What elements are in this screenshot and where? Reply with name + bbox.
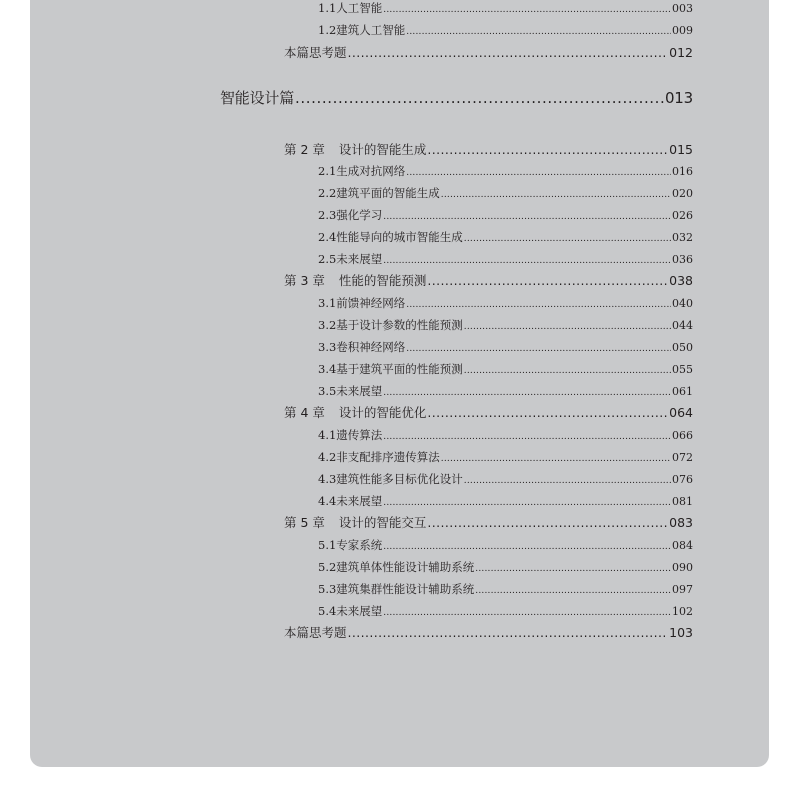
section-title: 性能导向的城市智能生成 [336, 230, 463, 244]
page-number: 084 [672, 539, 693, 552]
section-number: 3.5 [318, 384, 337, 398]
toc-chapter-entry[interactable] [284, 403, 693, 421]
section-number: 5.4 [318, 604, 337, 618]
section-number: 5.3 [318, 582, 337, 596]
chapter-number: 第 4 章 [284, 405, 325, 420]
dot-leader [383, 388, 671, 398]
toc-section-entry[interactable] [318, 471, 693, 487]
section-title: 专家系统 [336, 538, 383, 552]
section-title: 卷积神经网络 [336, 340, 406, 354]
toc-section-entry[interactable] [318, 383, 693, 399]
dot-leader [348, 45, 669, 60]
dot-leader [475, 564, 671, 574]
chapter-title: 设计的智能生成 [338, 142, 427, 157]
section-title: 建筑平面的智能生成 [336, 186, 440, 200]
toc-section-entry[interactable] [318, 163, 693, 179]
page-number: 081 [672, 495, 693, 508]
toc-section-entry[interactable] [318, 449, 693, 465]
dot-leader [406, 300, 671, 310]
section-title: 基于建筑平面的性能预测 [336, 362, 463, 376]
page-number: 012 [669, 45, 693, 60]
section-title: 建筑性能多目标优化设计 [336, 472, 463, 486]
toc-section-entry[interactable] [318, 229, 693, 245]
toc-section-entry[interactable] [318, 427, 693, 443]
toc-section-entry[interactable] [318, 207, 693, 223]
dot-leader [427, 405, 668, 420]
review-title: 本篇思考题 [284, 625, 347, 640]
dot-leader [427, 142, 668, 157]
page-number: 083 [669, 515, 693, 530]
dot-leader [383, 212, 671, 222]
toc-section-entry[interactable] [318, 0, 693, 16]
section-title: 建筑单体性能设计辅助系统 [336, 560, 475, 574]
dot-leader [383, 608, 671, 618]
toc-review-entry[interactable] [284, 43, 693, 61]
page-number: 055 [672, 363, 693, 376]
section-number: 2.5 [318, 252, 337, 266]
page-number: 036 [672, 253, 693, 266]
dot-leader [295, 89, 664, 107]
section-title: 未来展望 [336, 494, 383, 508]
chapter-number: 第 2 章 [284, 142, 325, 157]
dot-leader [383, 256, 671, 266]
toc-section-entry[interactable] [318, 537, 693, 553]
page-number: 044 [672, 319, 693, 332]
dot-leader [383, 432, 671, 442]
dot-leader [427, 273, 668, 288]
chapter-number: 第 5 章 [284, 515, 325, 530]
toc-section-entry[interactable] [318, 361, 693, 377]
page-number: 066 [672, 429, 693, 442]
toc-section-entry[interactable] [318, 317, 693, 333]
toc-chapter-entry[interactable] [284, 140, 693, 158]
section-number: 4.2 [318, 450, 337, 464]
dot-leader [464, 322, 671, 332]
section-number: 3.3 [318, 340, 337, 354]
toc-chapter-entry[interactable] [284, 271, 693, 289]
page-number: 064 [669, 405, 693, 420]
section-title: 人工智能 [336, 1, 383, 15]
page-number: 013 [664, 89, 693, 107]
page-number: 050 [672, 341, 693, 354]
dot-leader [406, 344, 671, 354]
toc-section-entry[interactable] [318, 22, 693, 38]
page-number: 090 [672, 561, 693, 574]
dot-leader [464, 366, 671, 376]
page-number: 026 [672, 209, 693, 222]
toc-section-entry[interactable] [318, 251, 693, 267]
page-number: 076 [672, 473, 693, 486]
chapter-number: 第 3 章 [284, 273, 325, 288]
section-title: 强化学习 [336, 208, 383, 222]
dot-leader [383, 5, 671, 15]
toc-section-entry[interactable] [318, 603, 693, 619]
page-number: 040 [672, 297, 693, 310]
section-number: 2.4 [318, 230, 337, 244]
section-number: 2.2 [318, 186, 337, 200]
toc-section-entry[interactable] [318, 581, 693, 597]
page-number: 020 [672, 187, 693, 200]
section-number: 2.1 [318, 164, 337, 178]
toc-chapter-entry[interactable] [284, 513, 693, 531]
dot-leader [383, 542, 671, 552]
dot-leader [441, 454, 671, 464]
section-title: 建筑人工智能 [336, 23, 406, 37]
page-number: 097 [672, 583, 693, 596]
section-title: 未来展望 [336, 252, 383, 266]
section-number: 5.2 [318, 560, 337, 574]
part-title: 智能设计篇 [220, 89, 295, 107]
dot-leader [348, 625, 669, 640]
toc-section-entry[interactable] [318, 185, 693, 201]
section-title: 遗传算法 [336, 428, 383, 442]
section-number: 1.1 [318, 1, 337, 15]
page-number: 003 [672, 2, 693, 15]
dot-leader [464, 476, 671, 486]
section-title: 非支配排序遗传算法 [336, 450, 440, 464]
toc-section-entry[interactable] [318, 295, 693, 311]
section-title: 基于设计参数的性能预测 [336, 318, 463, 332]
section-number: 4.4 [318, 494, 337, 508]
toc-section-entry[interactable] [318, 339, 693, 355]
page-number: 103 [669, 625, 693, 640]
section-number: 3.2 [318, 318, 337, 332]
section-number: 4.3 [318, 472, 337, 486]
dot-leader [406, 27, 671, 37]
section-number: 1.2 [318, 23, 337, 37]
dot-leader [441, 190, 671, 200]
dot-leader [383, 498, 671, 508]
toc-section-entry[interactable] [318, 559, 693, 575]
page-number: 016 [672, 165, 693, 178]
toc-section-entry[interactable] [318, 493, 693, 509]
chapter-title: 设计的智能交互 [338, 515, 427, 530]
review-title: 本篇思考题 [284, 45, 347, 60]
section-number: 2.3 [318, 208, 337, 222]
chapter-title: 性能的智能预测 [338, 273, 427, 288]
section-title: 前馈神经网络 [336, 296, 406, 310]
section-number: 4.1 [318, 428, 337, 442]
dot-leader [464, 234, 671, 244]
section-number: 3.1 [318, 296, 337, 310]
page-number: 072 [672, 451, 693, 464]
section-title: 建筑集群性能设计辅助系统 [336, 582, 475, 596]
toc-review-entry[interactable] [284, 623, 693, 641]
section-title: 未来展望 [336, 604, 383, 618]
page-number: 015 [669, 142, 693, 157]
dot-leader [406, 168, 671, 178]
page-number: 038 [669, 273, 693, 288]
dot-leader [475, 586, 671, 596]
page-number: 032 [672, 231, 693, 244]
section-number: 5.1 [318, 538, 337, 552]
page-number: 102 [672, 605, 693, 618]
toc-part-entry[interactable] [220, 87, 693, 108]
section-number: 3.4 [318, 362, 337, 376]
section-title: 生成对抗网络 [336, 164, 406, 178]
chapter-title: 设计的智能优化 [338, 405, 427, 420]
dot-leader [427, 515, 668, 530]
page-number: 061 [672, 385, 693, 398]
page-number: 009 [672, 24, 693, 37]
section-title: 未来展望 [336, 384, 383, 398]
